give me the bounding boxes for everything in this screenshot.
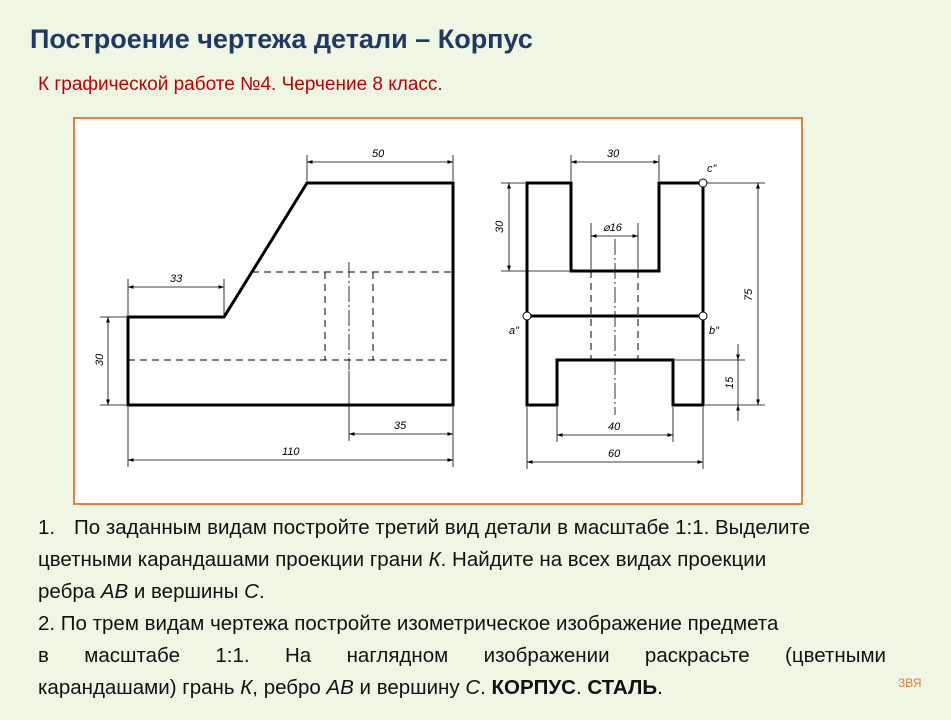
dim-label-30-depth: 30 xyxy=(494,220,506,233)
vertex-a-marker xyxy=(523,312,531,320)
task-1-text-d: ребра xyxy=(38,580,101,603)
dim-label-33: 33 xyxy=(170,273,183,285)
face-k-2: К xyxy=(240,676,253,699)
task-1-text-b: цветными карандашами проекции грани xyxy=(38,548,429,571)
part-name: КОРПУС xyxy=(491,676,576,699)
task-2-line-1: 2. По трем видам чертежа постройте изометрическое изображение предмета xyxy=(38,612,779,635)
task-1-number: 1. xyxy=(38,516,56,539)
dim-label-30-top: 30 xyxy=(607,148,620,160)
task-2-text-c: и вершину xyxy=(353,676,466,699)
task-1-line-1 xyxy=(38,512,886,544)
vertex-c-label: c" xyxy=(707,163,717,175)
author-mark: ЗВЯ xyxy=(898,676,922,690)
dim-label-30-front: 30 xyxy=(94,353,106,366)
page-subtitle: К графической работе №4. Черчение 8 класс. xyxy=(38,74,443,95)
dim-label-75: 75 xyxy=(743,288,755,301)
dim-label-50: 50 xyxy=(372,148,385,160)
vertex-b-label: b" xyxy=(709,325,720,337)
dim-label-110: 110 xyxy=(282,446,300,458)
technical-drawing xyxy=(75,119,805,507)
dim-label-15: 15 xyxy=(724,376,736,389)
task-1-line-3 xyxy=(38,576,886,608)
vertex-c-marker xyxy=(699,179,707,187)
vertex-c: С xyxy=(244,580,259,603)
task-2-line-3 xyxy=(38,672,886,704)
task-2-text-a: карандашами) грань xyxy=(38,676,241,699)
dim-label-40: 40 xyxy=(608,421,621,433)
task-2-text-d: . xyxy=(480,676,492,699)
front-view-outline xyxy=(128,183,453,405)
drawing-frame xyxy=(73,117,803,505)
page-title: Построение чертежа детали – Корпус xyxy=(30,24,533,54)
front-view xyxy=(94,148,453,467)
dim-label-60: 60 xyxy=(608,448,621,460)
edge-ab: АВ xyxy=(100,580,129,603)
task-1-text-c: . Найдите на всех видах проекции xyxy=(440,548,767,571)
task-2-text-e: . xyxy=(575,676,588,699)
dim-label-35: 35 xyxy=(394,420,407,432)
task-1-text-a: По заданным видам постройте третий вид детали в масштабе 1:1. Выделите xyxy=(74,516,811,539)
vertex-a-label: a" xyxy=(509,325,520,337)
face-k: К xyxy=(428,548,441,571)
task-text xyxy=(38,512,886,704)
task-2-text-f: . xyxy=(657,676,663,699)
task-2-line-2: в масштабе 1:1. На наглядном изображении раскрасьте (цветными xyxy=(38,644,886,667)
task-1-text-e: и вершины xyxy=(128,580,245,603)
task-1-line-2 xyxy=(38,544,886,576)
task-2-text-b: , ребро xyxy=(252,676,327,699)
material-name: СТАЛЬ xyxy=(587,676,658,699)
edge-ab-2: АВ xyxy=(326,676,354,699)
vertex-c-2: С xyxy=(465,676,481,699)
task-1-text-f: . xyxy=(258,580,265,603)
side-view xyxy=(494,148,765,469)
dim-label-d16: ⌀16 xyxy=(603,222,622,234)
vertex-b-marker xyxy=(699,312,707,320)
